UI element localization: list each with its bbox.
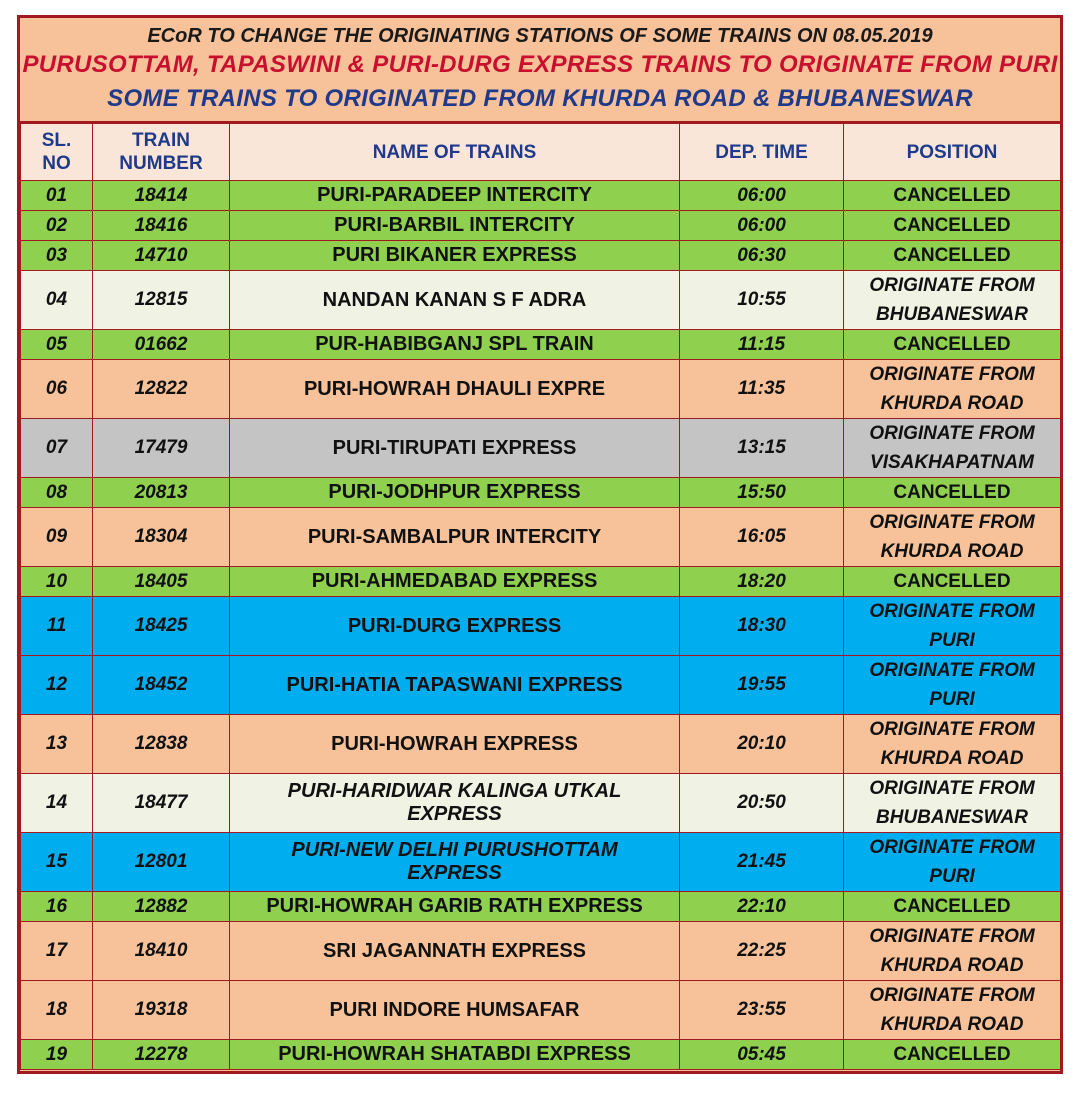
cell-position: CANCELLED [844,211,1061,241]
train-name-line2: EXPRESS [407,803,502,825]
cell-position [844,715,1061,774]
position-line2: KHURDA ROAD [880,955,1024,976]
cell-train-number: 18410 [93,922,230,981]
cell-train-number: 12801 [93,833,230,892]
cell-dep-time: 15:50 [680,478,844,508]
cell-dep-time: 18:30 [680,597,844,656]
table-row [21,360,1061,419]
train-table [20,123,1061,1070]
col-header-train-line2: NUMBER [119,153,203,174]
notice-frame [17,15,1063,1074]
position-line2: KHURDA ROAD [880,748,1024,769]
position-line1: ORIGINATE FROM [869,985,1035,1006]
table-row [21,597,1061,656]
cell-dep-time: 06:00 [680,211,844,241]
cell-sl-no: 07 [21,419,93,478]
cell-dep-time: 23:55 [680,981,844,1040]
cell-sl-no: 04 [21,271,93,330]
position-line2: PURI [929,630,975,651]
train-name-line1: PURI-NEW DELHI PURUSHOTTAM [291,839,618,861]
position-line2: KHURDA ROAD [880,541,1024,562]
position-line2: PURI [929,689,975,710]
cell-dep-time: 13:15 [680,419,844,478]
cell-sl-no: 18 [21,981,93,1040]
cell-train-number: 19318 [93,981,230,1040]
cell-position: CANCELLED [844,330,1061,360]
cell-train-name: PURI INDORE HUMSAFAR [230,981,680,1040]
cell-train-number: 18477 [93,774,230,833]
position-line2: KHURDA ROAD [880,393,1024,414]
cell-sl-no: 05 [21,330,93,360]
col-header-sl [21,124,93,181]
cell-train-number: 17479 [93,419,230,478]
cell-train-name: PURI-HOWRAH GARIB RATH EXPRESS [230,892,680,922]
table-row [21,1040,1061,1070]
cell-train-number: 18304 [93,508,230,567]
table-row [21,181,1061,211]
position-line2: VISAKHAPATNAM [870,452,1034,473]
table-row [21,478,1061,508]
cell-train-name [230,774,680,833]
cell-train-name: PURI-DURG EXPRESS [230,597,680,656]
position-line1: ORIGINATE FROM [869,364,1035,385]
cell-train-number: 18405 [93,567,230,597]
header-line-1: ECoR TO CHANGE THE ORIGINATING STATIONS OF SOME TRAINS ON 08.05.2019 [147,25,933,47]
cell-sl-no: 09 [21,508,93,567]
cell-position: CANCELLED [844,1040,1061,1070]
train-name-line1: PURI-HARIDWAR KALINGA UTKAL [287,780,622,802]
cell-position [844,981,1061,1040]
cell-sl-no: 15 [21,833,93,892]
table-row [21,508,1061,567]
col-header-train [93,124,230,181]
position-line2: KHURDA ROAD [880,1014,1024,1035]
position-line1: ORIGINATE FROM [869,423,1035,444]
cell-train-name: PURI-AHMEDABAD EXPRESS [230,567,680,597]
cell-dep-time: 11:15 [680,330,844,360]
cell-train-number: 18452 [93,656,230,715]
cell-dep-time: 21:45 [680,833,844,892]
cell-train-name [230,833,680,892]
table-row [21,981,1061,1040]
cell-position [844,656,1061,715]
cell-position: CANCELLED [844,241,1061,271]
cell-train-number: 12882 [93,892,230,922]
table-row [21,567,1061,597]
cell-train-number: 12822 [93,360,230,419]
position-line1: ORIGINATE FROM [869,926,1035,947]
cell-train-number: 12838 [93,715,230,774]
cell-sl-no: 17 [21,922,93,981]
cell-sl-no: 06 [21,360,93,419]
cell-train-number: 18425 [93,597,230,656]
cell-train-name: PURI-BARBIL INTERCITY [230,211,680,241]
cell-position [844,833,1061,892]
cell-train-name: PURI BIKANER EXPRESS [230,241,680,271]
table-row [21,833,1061,892]
cell-sl-no: 10 [21,567,93,597]
cell-train-name: PURI-JODHPUR EXPRESS [230,478,680,508]
table-row [21,241,1061,271]
cell-train-number: 18416 [93,211,230,241]
cell-sl-no: 19 [21,1040,93,1070]
cell-position [844,508,1061,567]
position-line1: ORIGINATE FROM [869,837,1035,858]
cell-dep-time: 10:55 [680,271,844,330]
cell-position: CANCELLED [844,892,1061,922]
position-line2: PURI [929,866,975,887]
position-line2: BHUBANESWAR [876,304,1028,325]
cell-dep-time: 06:00 [680,181,844,211]
table-row [21,774,1061,833]
cell-dep-time: 19:55 [680,656,844,715]
cell-train-number: 12278 [93,1040,230,1070]
table-header-row [21,124,1061,181]
cell-position [844,419,1061,478]
position-line1: ORIGINATE FROM [869,719,1035,740]
position-line1: ORIGINATE FROM [869,601,1035,622]
table-row [21,715,1061,774]
cell-position [844,922,1061,981]
cell-sl-no: 11 [21,597,93,656]
cell-position [844,597,1061,656]
cell-train-name: PURI-PARADEEP INTERCITY [230,181,680,211]
cell-dep-time: 22:25 [680,922,844,981]
cell-train-name: PURI-HOWRAH SHATABDI EXPRESS [230,1040,680,1070]
cell-train-name: PURI-TIRUPATI EXPRESS [230,419,680,478]
table-row [21,271,1061,330]
cell-train-number: 20813 [93,478,230,508]
train-name-line2: EXPRESS [407,862,502,884]
cell-position [844,774,1061,833]
position-line1: ORIGINATE FROM [869,512,1035,533]
col-header-name: NAME OF TRAINS [230,124,680,181]
cell-position: CANCELLED [844,567,1061,597]
cell-dep-time: 06:30 [680,241,844,271]
cell-train-name: PURI-HATIA TAPASWANI EXPRESS [230,656,680,715]
cell-position: CANCELLED [844,478,1061,508]
cell-sl-no: 14 [21,774,93,833]
cell-train-name: SRI JAGANNATH EXPRESS [230,922,680,981]
cell-train-number: 14710 [93,241,230,271]
cell-sl-no: 13 [21,715,93,774]
table-row [21,419,1061,478]
cell-train-name: PURI-HOWRAH DHAULI EXPRE [230,360,680,419]
table-row [21,656,1061,715]
cell-dep-time: 11:35 [680,360,844,419]
col-header-position: POSITION [844,124,1061,181]
header-line-2: PURUSOTTAM, TAPASWINI & PURI-DURG EXPRESS TRAINS TO ORIGINATE FROM PURI [22,51,1058,78]
table-row [21,211,1061,241]
cell-dep-time: 18:20 [680,567,844,597]
cell-sl-no: 01 [21,181,93,211]
cell-sl-no: 12 [21,656,93,715]
cell-dep-time: 16:05 [680,508,844,567]
cell-sl-no: 03 [21,241,93,271]
cell-train-name: PURI-SAMBALPUR INTERCITY [230,508,680,567]
cell-dep-time: 22:10 [680,892,844,922]
cell-train-name: NANDAN KANAN S F ADRA [230,271,680,330]
cell-train-name: PURI-HOWRAH EXPRESS [230,715,680,774]
table-row [21,892,1061,922]
table-row [21,922,1061,981]
col-header-sl-line2: NO [42,153,71,174]
col-header-time: DEP. TIME [680,124,844,181]
header-line-3: SOME TRAINS TO ORIGINATED FROM KHURDA ROAD & BHUBANESWAR [107,85,973,112]
cell-position: CANCELLED [844,181,1061,211]
cell-sl-no: 02 [21,211,93,241]
position-line1: ORIGINATE FROM [869,275,1035,296]
col-header-sl-line1: SL. [41,130,72,151]
cell-position [844,271,1061,330]
cell-dep-time: 20:10 [680,715,844,774]
cell-sl-no: 08 [21,478,93,508]
notice-header [20,18,1060,123]
cell-dep-time: 05:45 [680,1040,844,1070]
col-header-train-line1: TRAIN [131,130,191,151]
position-line1: ORIGINATE FROM [869,778,1035,799]
cell-position [844,360,1061,419]
position-line1: ORIGINATE FROM [869,660,1035,681]
cell-train-number: 18414 [93,181,230,211]
cell-train-name: PUR-HABIBGANJ SPL TRAIN [230,330,680,360]
cell-train-number: 12815 [93,271,230,330]
cell-dep-time: 20:50 [680,774,844,833]
table-row [21,330,1061,360]
cell-sl-no: 16 [21,892,93,922]
position-line2: BHUBANESWAR [876,807,1028,828]
cell-train-number: 01662 [93,330,230,360]
